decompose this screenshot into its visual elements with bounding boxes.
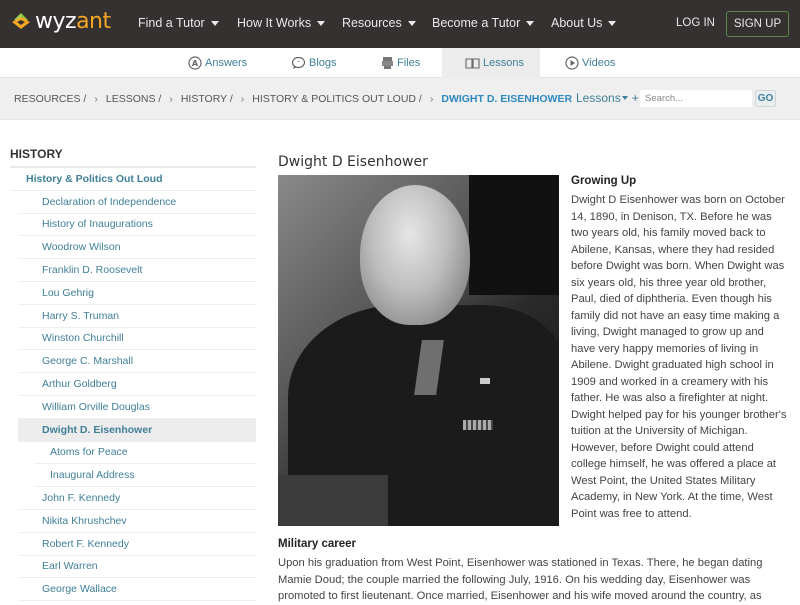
sidebar-item-goldberg[interactable]: Arthur Goldberg — [18, 373, 256, 396]
breadcrumb-resources[interactable]: RESOURCES / — [14, 93, 87, 105]
article-section-military-career — [278, 538, 790, 605]
files-icon — [381, 56, 394, 70]
tab-files[interactable] — [381, 48, 420, 78]
sidebar-item-truman[interactable]: Harry S. Truman — [18, 305, 256, 328]
breadcrumb-history[interactable]: HISTORY / — [180, 93, 233, 105]
tab-label: Blogs — [309, 57, 337, 69]
breadcrumb-lessons[interactable]: LESSONS / — [105, 93, 162, 105]
nav-how-it-works[interactable] — [237, 16, 325, 30]
section-heading: Military career — [278, 538, 356, 550]
dropdown-label: Lessons — [576, 91, 621, 105]
videos-play-icon — [565, 56, 579, 70]
sidebar — [10, 144, 256, 601]
tab-lessons[interactable] — [442, 48, 540, 78]
sidebar-item-fdr[interactable]: Franklin D. Roosevelt — [18, 259, 256, 282]
tab-blogs[interactable] — [291, 48, 337, 78]
sidebar-item-george-wallace[interactable]: George Wallace — [18, 578, 256, 601]
wyzant-logo[interactable] — [10, 11, 111, 33]
sidebar-item-history-politics[interactable]: History & Politics Out Loud — [10, 168, 256, 191]
brand-name — [35, 11, 111, 33]
eisenhower-portrait-image — [278, 175, 559, 526]
answers-icon — [188, 56, 202, 70]
breadcrumb-separator: › — [240, 93, 245, 105]
tab-answers[interactable] — [188, 48, 247, 78]
sidebar-item-khrushchev[interactable]: Nikita Khrushchev — [18, 510, 256, 533]
photo-shape — [463, 420, 493, 430]
nav-label: How It Works — [237, 16, 312, 30]
brand-part-2: ant — [76, 9, 111, 34]
tab-videos[interactable] — [565, 48, 615, 78]
sidebar-item-rfk[interactable]: Robert F. Kennedy — [18, 533, 256, 556]
caret-down-icon — [526, 21, 534, 26]
sidebar-item-marshall[interactable]: George C. Marshall — [18, 350, 256, 373]
breadcrumb-separator: › — [94, 93, 98, 105]
nav-find-a-tutor[interactable] — [138, 16, 219, 30]
nav-become-a-tutor[interactable] — [432, 16, 534, 30]
tab-label: Answers — [205, 57, 248, 69]
section-body: Dwight D Eisenhower was born on October 14, 1890, in Denison, TX. Before he was two years old, his family moved back to Abilene, Kansas, where they had resided before Dwight was born. When Dwight was six years old, his three year old brother, Paul, died of diphtheria. Even though his family did not have an easy time making a living, Dwight managed to grow up and have very happy memories of living in Abilene. Dwight graduated high school in 1909 and worked in a creamery with his father. He was also a firefighter at night. Dwight helped pay for his younger brother's tuition at the University of Michigan. However, before Dwight could attend college himself, he was offered a place at West Point, the United States Military Academy, in New York. At the time, West Point was free to attend. — [571, 194, 787, 520]
breadcrumb-separator: › — [429, 93, 434, 105]
breadcrumb-current: DWIGHT D. EISENHOWER — [441, 93, 573, 105]
sidebar-item-atoms-for-peace[interactable]: Atoms for Peace — [34, 442, 256, 465]
sidebar-item-woodrow-wilson[interactable]: Woodrow Wilson — [18, 236, 256, 259]
search-input[interactable] — [640, 90, 752, 107]
resources-subnav — [0, 48, 800, 78]
login-link[interactable]: LOG IN — [676, 17, 715, 29]
breadcrumb — [14, 93, 572, 105]
nav-label: About Us — [551, 16, 603, 30]
caret-down-icon — [622, 96, 628, 100]
sidebar-heading: HISTORY — [10, 144, 256, 168]
tab-label: Files — [397, 57, 421, 69]
sidebar-item-jfk[interactable]: John F. Kennedy — [18, 487, 256, 510]
nav-label: Find a Tutor — [138, 16, 205, 30]
blogs-icon — [291, 56, 306, 70]
breadcrumb-separator: › — [169, 93, 173, 105]
sidebar-item-churchill[interactable]: Winston Churchill — [18, 328, 256, 351]
nav-about-us[interactable] — [551, 16, 616, 30]
lessons-dropdown[interactable] — [576, 91, 639, 105]
lessons-book-icon — [465, 57, 480, 69]
sidebar-item-douglas[interactable]: William Orville Douglas — [18, 396, 256, 419]
sidebar-item-lou-gehrig[interactable]: Lou Gehrig — [18, 282, 256, 305]
go-button[interactable]: GO — [755, 90, 776, 107]
page-title: Dwight D Eisenhower — [278, 154, 428, 170]
section-body: Upon his graduation from West Point, Eisenhower was stationed in Texas. There, he began dating Mamie Doud; the couple married the following July, 1916. On his wedding day, Eisenhower was promoted to first lieutenant. Once married, Eisenhower and his wife moved around the country, as — [278, 557, 763, 602]
nav-label: Become a Tutor — [432, 16, 521, 30]
article-section-growing-up — [571, 175, 791, 522]
photo-shape — [480, 378, 490, 384]
caret-down-icon — [211, 21, 219, 26]
section-heading: Growing Up — [571, 175, 637, 187]
breadcrumb-history-politics[interactable]: HISTORY & POLITICS OUT LOUD / — [252, 93, 422, 105]
sidebar-item-inaugural-address[interactable]: Inaugural Address — [34, 464, 256, 487]
logo-diamond-icon — [10, 11, 32, 33]
signup-button[interactable]: SIGN UP — [726, 11, 789, 37]
add-plus-button[interactable]: + — [631, 91, 639, 105]
sidebar-item-inaugurations[interactable]: History of Inaugurations — [18, 214, 256, 237]
caret-down-icon — [408, 21, 416, 26]
photo-shape — [360, 185, 470, 325]
tab-label: Videos — [582, 57, 616, 69]
sidebar-item-earl-warren[interactable]: Earl Warren — [18, 556, 256, 579]
photo-shape — [469, 175, 559, 295]
tab-label: Lessons — [483, 57, 524, 69]
svg-text:A: A — [191, 59, 199, 68]
caret-down-icon — [317, 21, 325, 26]
photo-shape — [278, 475, 388, 526]
caret-down-icon — [608, 21, 616, 26]
top-navigation-bar — [0, 0, 800, 48]
svg-text:“: “ — [296, 60, 301, 67]
nav-resources[interactable] — [342, 16, 416, 30]
brand-part-1: wyz — [35, 9, 77, 34]
sidebar-item-declaration[interactable]: Declaration of Independence — [18, 191, 256, 214]
nav-label: Resources — [342, 16, 402, 30]
sidebar-item-eisenhower[interactable]: Dwight D. Eisenhower — [18, 419, 256, 442]
